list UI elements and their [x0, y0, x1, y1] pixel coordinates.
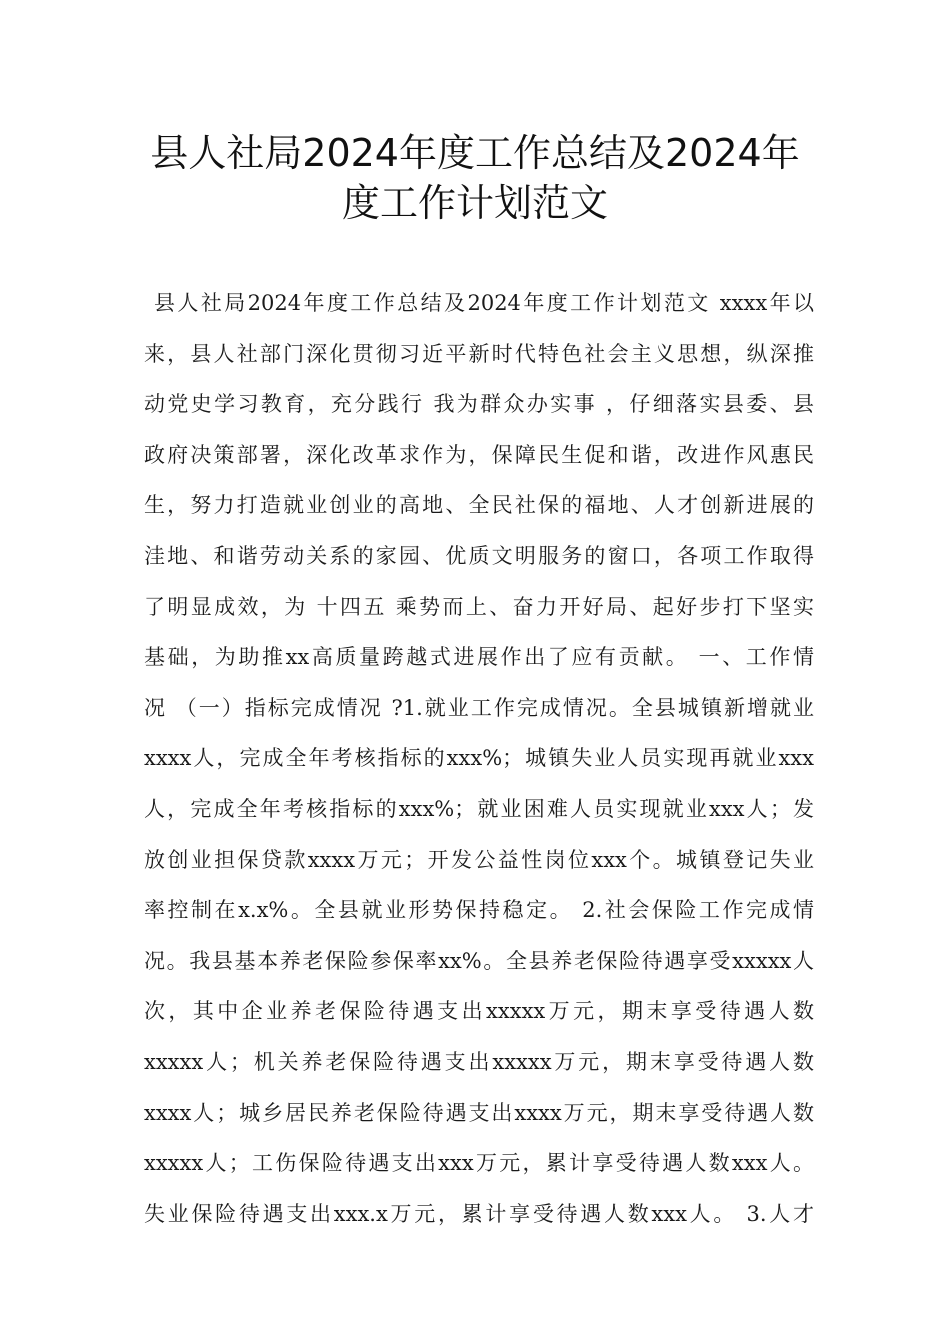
title-line-1: 县人社局2024年度工作总结及2024年 [150, 131, 800, 175]
body-line: 失业保险待遇支出xxx.x万元，累计享受待遇人数xxx人。 3.人才 [144, 1201, 814, 1226]
document-body [144, 278, 814, 1239]
body-line: 基础，为助推xx高质量跨越式进展作出了应有贡献。 一、工作情 [144, 645, 814, 670]
document-title [120, 128, 830, 228]
body-line: 生，努力打造就业创业的高地、全民社保的福地、人才创新进展的 [144, 493, 814, 518]
body-line: 县人社局2024年度工作总结及2024年度工作计划范文 xxxx年以 [154, 291, 814, 315]
body-line: xxxx人，完成全年考核指标的xxx%；城镇失业人员实现再就业xxx [144, 746, 814, 771]
body-line: xxxxx人；机关养老保险待遇支出xxxxx万元，期末享受待遇人数 [144, 1049, 814, 1074]
body-line: 况。我县基本养老保险参保率xx%。全县养老保险待遇享受xxxxx人 [144, 948, 814, 973]
body-line: 况 （一）指标完成情况 ?1.就业工作完成情况。全县城镇新增就业 [144, 695, 814, 720]
body-line: 动党史学习教育，充分践行 我为群众办实事 ，仔细落实县委、县 [144, 392, 814, 417]
body-line: xxxxx人；工伤保险待遇支出xxx万元，累计享受待遇人数xxx人。 [144, 1151, 814, 1176]
body-line: 来，县人社部门深化贯彻习近平新时代特色社会主义思想，纵深推 [144, 341, 814, 366]
body-line: xxxx人；城乡居民养老保险待遇支出xxxx万元，期末享受待遇人数 [144, 1100, 814, 1125]
body-line: 放创业担保贷款xxxx万元；开发公益性岗位xxx个。城镇登记失业 [144, 847, 814, 872]
body-line: 人，完成全年考核指标的xxx%；就业困难人员实现就业xxx人；发 [144, 796, 814, 821]
body-line: 次，其中企业养老保险待遇支出xxxxx万元，期末享受待遇人数 [144, 999, 814, 1024]
body-line: 了明显成效，为 十四五 乘势而上、奋力开好局、起好步打下坚实 [144, 594, 814, 619]
body-line: 率控制在x.x%。全县就业形势保持稳定。 2.社会保险工作完成情 [144, 898, 814, 923]
body-line: 政府决策部署，深化改革求作为，保障民生促和谐，改进作风惠民 [144, 442, 814, 467]
body-line: 洼地、和谐劳动关系的家园、优质文明服务的窗口，各项工作取得 [144, 543, 814, 568]
title-line-2: 度工作计划范文 [341, 181, 608, 225]
